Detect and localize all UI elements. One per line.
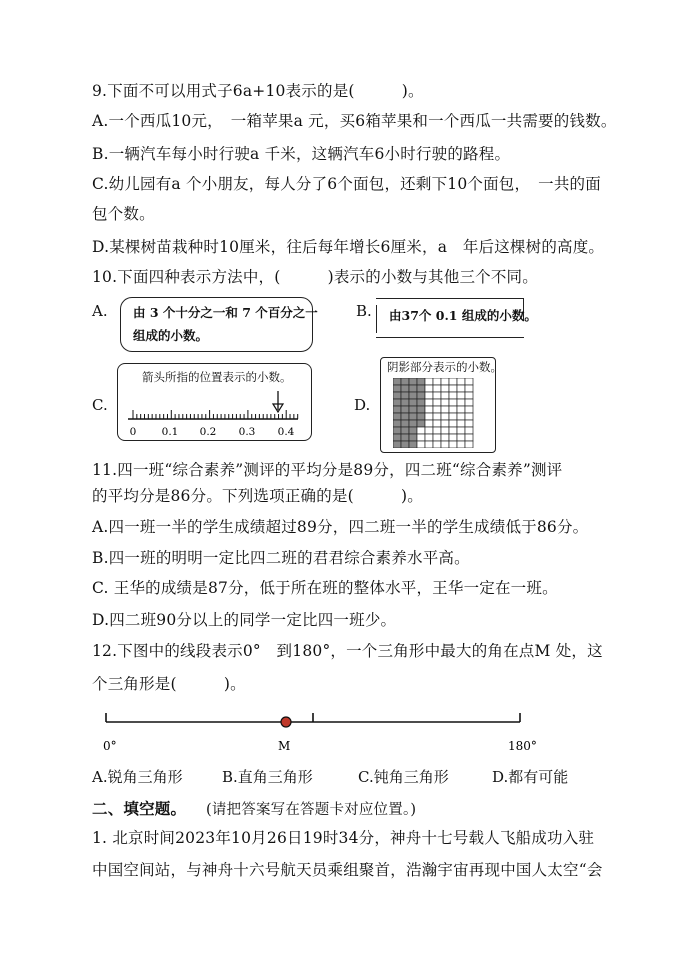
q10-box-b-text: 由37个 0.1 组成的小数。 — [389, 308, 537, 323]
grid-cell — [457, 406, 465, 413]
grid-cell-shaded — [401, 441, 409, 448]
grid-cell — [441, 427, 449, 434]
q9-option-c: C.幼儿园有a 个小朋友，每人分了6个面包，还剩下10个面包， 一共的面 — [92, 175, 601, 193]
grid-cell-shaded — [409, 441, 417, 448]
q10-box-a — [120, 297, 318, 352]
q12-choice-c: C.钝角三角形 — [358, 768, 449, 786]
grid-cell-shaded — [417, 406, 425, 413]
grid-cell — [425, 378, 433, 385]
grid-cell-shaded — [409, 392, 417, 399]
grid-cell-shaded — [393, 441, 401, 448]
grid-cell — [465, 378, 473, 385]
grid-cell-shaded — [393, 385, 401, 392]
tick-label-0: 0 — [129, 426, 137, 438]
grid-cell — [449, 392, 457, 399]
grid-cell-shaded — [417, 413, 425, 420]
grid-cell — [465, 434, 473, 441]
grid-cell — [449, 427, 457, 434]
grid-cell-shaded — [417, 399, 425, 406]
grid-cell-shaded — [393, 378, 401, 385]
grid-cell-shaded — [417, 385, 425, 392]
grid-cell — [433, 441, 441, 448]
grid-cell — [449, 420, 457, 427]
grid-cell — [457, 427, 465, 434]
grid-cell-shaded — [401, 434, 409, 441]
grid-cell — [433, 406, 441, 413]
grid-cell-shaded — [401, 420, 409, 427]
fill-q1-line2: 中国空间站，与神舟十六号航天员乘组聚首，浩瀚宇宙再现中国人太空“会 — [92, 861, 603, 879]
grid-cell-shaded — [393, 413, 401, 420]
q10-box-d-title: 阴影部分表示的小数。 — [387, 360, 502, 374]
grid-cell — [417, 434, 425, 441]
q10-box-c-title: 箭头所指的位置表示的小数。 — [142, 370, 292, 384]
grid-cell — [465, 441, 473, 448]
q9-stem: 9.下面不可以用式子6a+10表示的是( )。 — [92, 82, 424, 100]
label-0-degree: 0° — [103, 739, 117, 753]
grid-cell — [449, 413, 457, 420]
grid-cell — [465, 420, 473, 427]
q10-label-a: A. — [92, 302, 108, 320]
grid-cell — [449, 441, 457, 448]
tick-label-0-4: 0.4 — [277, 426, 295, 438]
grid-cell-shaded — [409, 378, 417, 385]
grid-cell — [425, 420, 433, 427]
grid-cell — [457, 441, 465, 448]
grid-cell — [441, 441, 449, 448]
tick-label-0-2: 0.2 — [199, 426, 217, 438]
grid-cell — [465, 385, 473, 392]
grid-cell — [449, 406, 457, 413]
grid-cell-shaded — [393, 434, 401, 441]
q10-box-c — [117, 363, 312, 441]
grid-cell — [433, 420, 441, 427]
grid-cell — [441, 413, 449, 420]
number-line-diagram — [118, 364, 311, 440]
q11-stem-2: 的平均分是86分。下列选项正确的是( )。 — [92, 487, 423, 505]
grid-cell — [433, 385, 441, 392]
fill-q1-line1: 1. 北京时间2023年10月26日19时34分，神舟十七号载人飞船成功入驻 — [92, 829, 595, 847]
grid-cell-shaded — [401, 378, 409, 385]
grid-cell — [457, 378, 465, 385]
grid-cell — [417, 427, 425, 434]
grid-cell — [441, 420, 449, 427]
grid-cell — [449, 385, 457, 392]
grid-cell-shaded — [409, 385, 417, 392]
q12-stem-2: 个三角形是( )。 — [92, 675, 246, 693]
grid-cell — [433, 392, 441, 399]
grid-cell — [441, 434, 449, 441]
grid-cell-shaded — [393, 427, 401, 434]
grid-cell — [457, 413, 465, 420]
grid-cell-shaded — [409, 406, 417, 413]
grid-cell — [433, 434, 441, 441]
q9-option-a: A.一个西瓜10元， 一箱苹果a 元，买6箱苹果和一个西瓜一共需要的钱数。 — [92, 112, 617, 130]
q10-stem: 10.下面四种表示方法中，( )表示的小数与其他三个不同。 — [92, 268, 538, 286]
grid-cell — [425, 406, 433, 413]
grid-cell-shaded — [401, 413, 409, 420]
label-m: M — [278, 739, 291, 753]
q10-box-d — [380, 357, 502, 453]
q11-option-a: A.四一班一半的学生成绩超过89分，四二班一半的学生成绩低于86分。 — [92, 518, 589, 536]
q12-stem-1: 12.下图中的线段表示0° 到180°，一个三角形中最大的角在点M 处，这 — [92, 642, 603, 660]
q11-stem-1: 11.四一班“综合素养”测评的平均分是89分，四二班“综合素养”测评 — [92, 461, 563, 479]
grid-cell — [465, 413, 473, 420]
grid-cell-shaded — [409, 434, 417, 441]
angle-segment-diagram — [95, 708, 555, 758]
q10-label-c: C. — [92, 396, 108, 414]
grid-cell — [441, 399, 449, 406]
grid-cell — [425, 427, 433, 434]
grid-cell — [465, 392, 473, 399]
grid-cell — [433, 413, 441, 420]
grid-cell-shaded — [401, 427, 409, 434]
grid-cell — [433, 399, 441, 406]
grid-cell — [425, 385, 433, 392]
grid-cell — [449, 434, 457, 441]
q9-option-b: B.一辆汽车每小时行驶a 千米，这辆汽车6小时行驶的路程。 — [92, 145, 511, 163]
grid-cell-shaded — [409, 399, 417, 406]
grid-cell-shaded — [417, 378, 425, 385]
grid-cell-shaded — [417, 392, 425, 399]
grid-cell — [457, 420, 465, 427]
grid-cell-shaded — [401, 399, 409, 406]
tick-label-0-1: 0.1 — [161, 426, 179, 438]
grid-cell — [457, 385, 465, 392]
grid-cell — [425, 434, 433, 441]
grid-cell — [425, 399, 433, 406]
grid-cell-shaded — [401, 392, 409, 399]
q10-label-b: B. — [356, 302, 372, 320]
grid-cell-shaded — [393, 399, 401, 406]
grid-cell-shaded — [401, 385, 409, 392]
grid-cell — [425, 413, 433, 420]
grid-cell-shaded — [393, 392, 401, 399]
q10-box-b — [376, 298, 537, 338]
q10-box-a-line2: 组成的小数。 — [133, 328, 209, 343]
section-2-title: 二、填空题。 — [92, 799, 187, 818]
grid-cell — [433, 427, 441, 434]
grid-cell — [465, 399, 473, 406]
grid-cell — [457, 399, 465, 406]
grid-cell-shaded — [393, 420, 401, 427]
grid-cell-shaded — [417, 420, 425, 427]
q9-option-d: D.某棵树苗栽种时10厘米，往后每年增长6厘米，a 年后这棵树的高度。 — [92, 238, 605, 256]
q10-box-a-line1: 由 3 个十分之一和 7 个百分之一 — [133, 305, 318, 320]
grid-cell — [449, 378, 457, 385]
grid-cell — [457, 392, 465, 399]
grid-cell — [425, 392, 433, 399]
q11-option-b: B.四一班的明明一定比四二班的君君综合素养水平高。 — [92, 549, 470, 567]
grid-cell-shaded — [409, 413, 417, 420]
grid-cell — [425, 441, 433, 448]
grid-cell — [441, 392, 449, 399]
tick-label-0-3: 0.3 — [238, 426, 256, 438]
grid-cell — [441, 385, 449, 392]
grid-cell — [417, 441, 425, 448]
q11-option-d: D.四二班90分以上的同学一定比四一班少。 — [92, 611, 397, 629]
grid-cell — [449, 399, 457, 406]
point-m-marker — [281, 717, 291, 727]
grid-cell — [457, 434, 465, 441]
q11-option-c: C. 王华的成绩是87分，低于所在班的整体水平，王华一定在一班。 — [92, 579, 558, 597]
q10-label-d: D. — [354, 396, 371, 414]
grid-cell-shaded — [401, 406, 409, 413]
grid-cell — [441, 378, 449, 385]
grid-cell — [441, 406, 449, 413]
q12-choice-d: D.都有可能 — [492, 768, 569, 786]
grid-cell — [465, 406, 473, 413]
grid-cell — [433, 378, 441, 385]
q12-choice-b: B.直角三角形 — [222, 768, 313, 786]
grid-cell-shaded — [393, 406, 401, 413]
label-180-degree: 180° — [508, 739, 537, 753]
grid-cell-shaded — [409, 420, 417, 427]
grid-cell-shaded — [409, 427, 417, 434]
section-2-note: (请把答案写在答题卡对应位置。) — [206, 802, 417, 818]
q9-option-c-cont: 包个数。 — [92, 205, 155, 223]
q12-choice-a: A.锐角三角形 — [92, 768, 183, 786]
grid-cell — [465, 427, 473, 434]
hundred-grid — [393, 378, 483, 448]
